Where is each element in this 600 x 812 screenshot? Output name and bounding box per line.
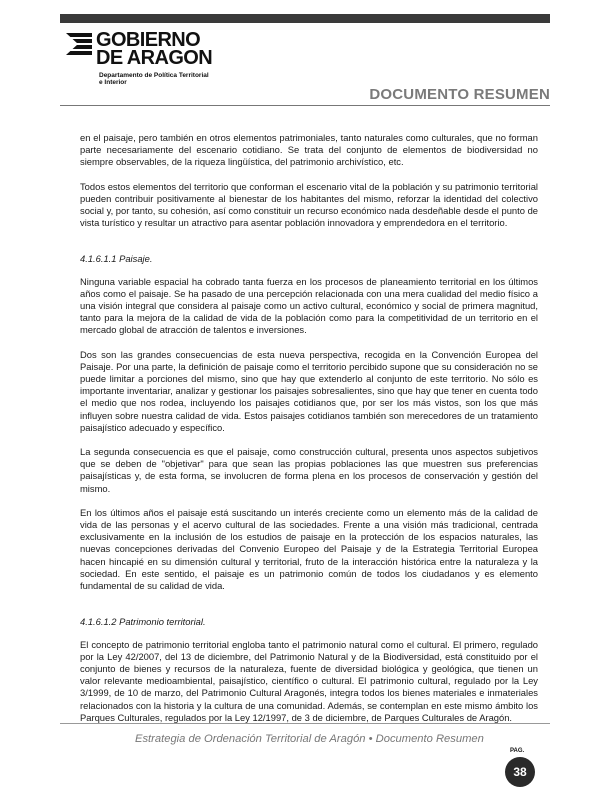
aragon-emblem-icon [66, 33, 92, 55]
page-number-badge: 38 [505, 757, 535, 787]
section-heading-paisaje: 4.1.6.1.1 Paisaje. [80, 253, 153, 265]
logo-dept-line2: e Interior [99, 79, 127, 86]
gobierno-aragon-logo [66, 30, 236, 90]
section-heading-patrimonio: 4.1.6.1.2 Patrimonio territorial. [80, 616, 206, 628]
document-body [80, 132, 538, 736]
document-type-label: DOCUMENTO RESUMEN [369, 86, 550, 103]
header-top-bar [60, 14, 550, 23]
paragraph: Ninguna variable espacial ha cobrado tanta fuerza en los procesos de planeamiento territorial en los últimos años como el paisaje. Se ha pasado de una percepción relacionada con una mera cualidad del medio físico a una visión integral que considera al paisaje como un activo cultural, económico y social de primera magnitud, tanto para la mejora de la calidad de vida de la población como para la competitividad de un territorio en el mercado global de atracción de talentos e inversiones. [80, 275, 538, 336]
logo-title-line1: GOBIERNO [96, 29, 201, 51]
footer-title: Estrategia de Ordenación Territorial de Aragón • Documento Resumen [135, 733, 484, 745]
paragraph: El concepto de patrimonio territorial engloba tanto el patrimonio natural como el cultural. El primero, regulado por la Ley 42/2007, del 13 de diciembre, del Patrimonio Natural y de la Biodiversidad, está constituido por el conjunto de bienes y recursos de la naturaleza, fuente de diversidad biológica y geológica, que tienen un valor relevante medioambiental, paisajístico, científico o cultural. El patrimonio cultural, regulado por la Ley 3/1999, de 10 de marzo, del Patrimonio Cultural Aragonés, integra todos los bienes materiales e inmateriales relacionados con la historia y la cultura de una comunidad. Además, se contemplan en este mismo ámbito los Parques Culturales, regulados por la Ley 12/1997, de 3 de diciembre, de Parques Culturales de Aragón. [80, 638, 538, 723]
logo-title-line2: DE ARAGON [96, 47, 213, 69]
paragraph: La segunda consecuencia es que el paisaje, como construcción cultural, presenta unos aspectos subjetivos que se deben de "objetivar" para que sean las propias poblaciones las que muestren sus preferencias paisajísticas y, de esta forma, se involucren de forma plena en los procesos de conservación y gestión del mismo. [80, 446, 538, 494]
paragraph: Todos estos elementos del territorio que conforman el escenario vital de la población y su patrimonio territorial pueden contribuir positivamente al bienestar de los habitantes del mismo, reforzar la identidad del colectivo social y, por tanto, su cohesión, así como constituir un recurso económico nada desdeñable desde el punto de vista turístico y resultar un atractivo para asentar población innovadora y emprendedora en el territorio. [80, 180, 538, 229]
logo-department [99, 72, 219, 86]
paragraph: en el paisaje, pero también en otros elementos patrimoniales, tanto naturales como culturales, que no forman parte necesariamente del escenario cotidiano. Se trata del conjunto de elementos de biodiversidad no siempre observables, de la riqueza lingüística, del patrimonio archivístico, etc. [80, 132, 538, 168]
page-label: PAG. [510, 748, 525, 754]
footer-divider [60, 723, 550, 724]
logo-dept-line1: Departamento de Política Territorial [99, 72, 209, 79]
paragraph: Dos son las grandes consecuencias de esta nueva perspectiva, recogida en la Convención Europea del Paisaje. Por una parte, la definición de paisaje como el territorio percibido supone que su consideración no se puede limitar a porciones del mismo, sino que hay que extenderlo al conjunto de este territorio. No sólo es importante inventariar, analizar y gestionar los paisajes sobresalientes, sino que hay que tener en cuenta todo el medio que nos rodea, incluyendo los paisajes cotidianos que, por ser los más vistos, son los que más influyen sobre nuestra calidad de vida. Estos paisajes cotidianos también son merecedores de un tratamiento paisajístico adecuado y específico. [80, 348, 538, 433]
paragraph: En los últimos años el paisaje está suscitando un interés creciente como un elemento más de la calidad de vida de las personas y el acervo cultural de las sociedades. Frente a una visión más tradicional, centrada exclusivamente en la inclusión de los estudios de paisaje en la protección de los espacios naturales, las nuevas concepciones derivadas del Convenio Europeo del Paisaje y de la Estrategia Territorial Europea hacen hincapié en su dimensión cultural y territorial, fruto de la interacción histórica entre la naturaleza y la sociedad. En este sentido, el paisaje es un patrimonio común de todos los ciudadanos y es elemento fundamental de su calidad de vida. [80, 506, 538, 592]
logo-title [96, 31, 212, 67]
header-divider [60, 105, 550, 106]
